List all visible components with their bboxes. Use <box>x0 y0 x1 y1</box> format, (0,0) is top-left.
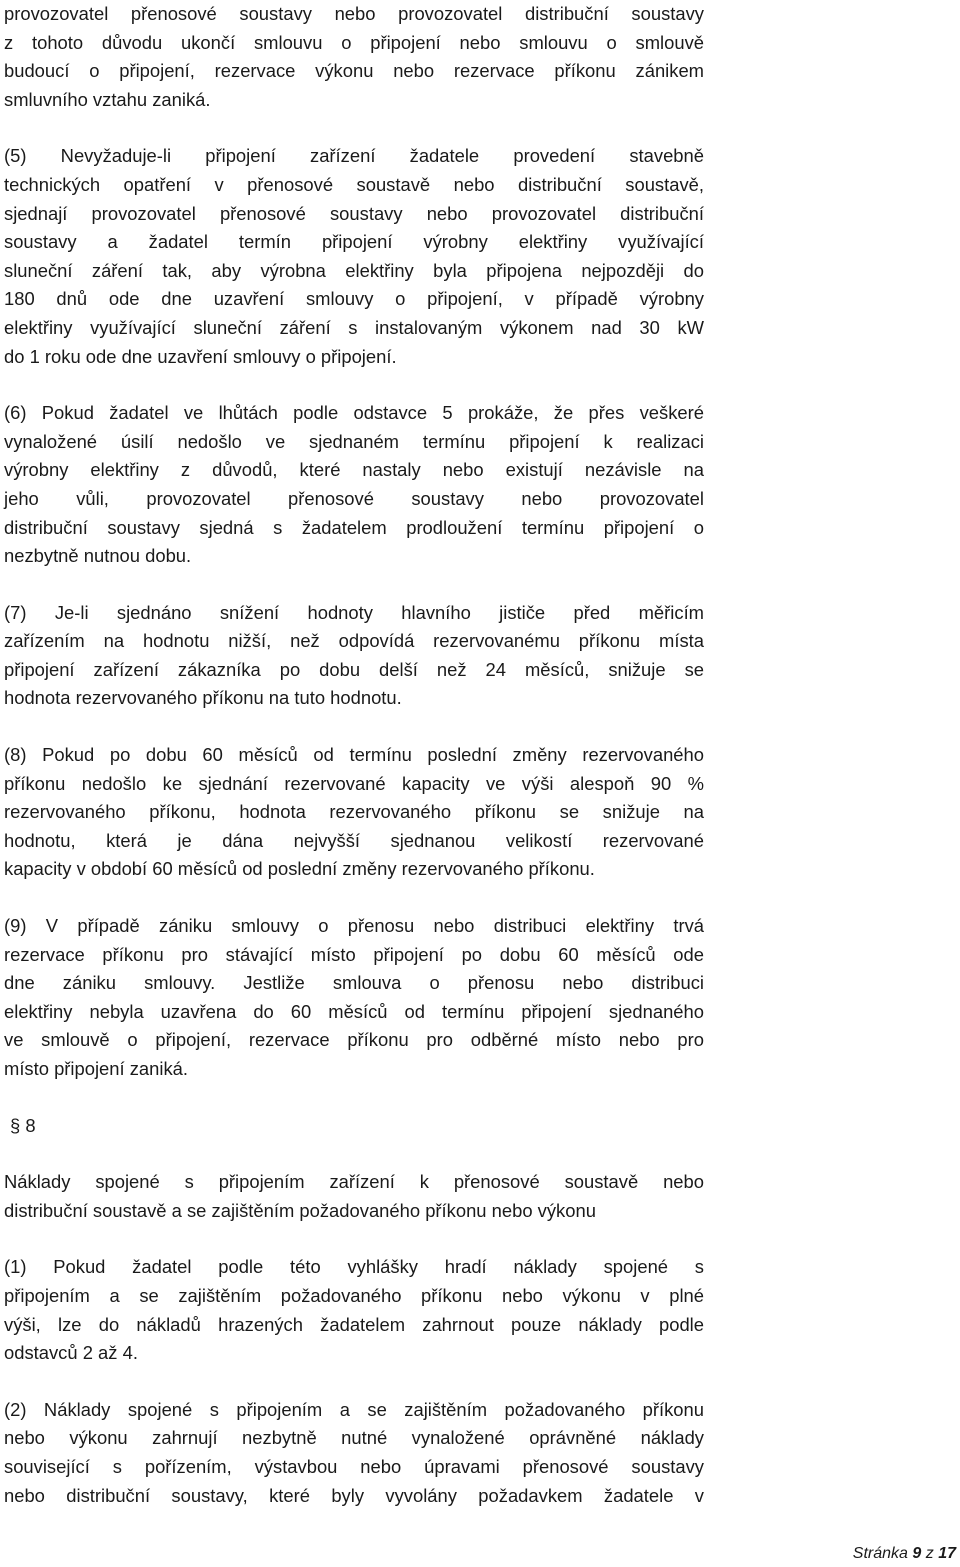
text-line: (2) Náklady spojené s připojením a se zajištěním požadovaného příkonu <box>4 1398 704 1420</box>
text-line: technických opatření v přenosové soustavě nebo distribuční soustavě, <box>4 173 704 195</box>
text-line: distribuční soustavy sjedná s žadatelem prodloužení termínu připojení o <box>4 516 704 538</box>
text-line: příkonu nedošlo ke sjednání rezervované kapacity ve výši alespoň 90 % <box>4 772 704 794</box>
text-line: odstavců 2 až 4. <box>4 1342 138 1364</box>
text-line: místo připojení zaniká. <box>4 1058 188 1079</box>
text-line: připojení zařízení zákazníka po dobu delší než 24 měsíců, snižuje se <box>4 658 704 680</box>
text-line: z tohoto důvodu ukončí smlouvu o připojení nebo smlouvu o smlouvě <box>4 31 704 53</box>
text-line: rezervovaného příkonu, hodnota rezervovaného příkonu se snižuje na <box>4 801 704 823</box>
text-line: Náklady spojené s připojením zařízení k přenosové soustavě nebo <box>4 1171 704 1193</box>
text-line: související s pořízením, výstavbou nebo úpravami přenosové soustavy <box>4 1455 704 1477</box>
footer-prefix: Stránka <box>852 1545 908 1562</box>
text-line: ve smlouvě o připojení, rezervace příkonu pro odběrné místo nebo pro <box>4 1029 704 1051</box>
text-line: (7) Je-li sjednáno snížení hodnoty hlavního jističe před měřicím <box>4 601 704 623</box>
text-line: připojením a se zajištěním požadovaného příkonu nebo výkonu v plné <box>4 1284 704 1306</box>
document-body <box>4 0 704 1510</box>
page-footer <box>853 1545 956 1563</box>
section-8-paragraph-2 <box>4 1396 704 1510</box>
section-8-paragraph-1 <box>4 1253 704 1367</box>
text-line: jeho vůli, provozovatel přenosové soustavy nebo provozovatel <box>4 487 704 509</box>
text-line: hodnotu, která je dána nejvyšší sjednanou velikostí rezervované <box>4 829 704 851</box>
footer-page-total: 17 <box>938 1545 956 1562</box>
text-line: výši, lze do nákladů hrazených žadatelem zahrnout pouze náklady podle <box>4 1313 704 1335</box>
text-line: nebo výkonu zahrnují nezbytně nutné vynaložené oprávněné náklady <box>4 1427 704 1449</box>
text-line: elektřiny nebyla uzavřena do 60 měsíců od termínu připojení sjednaného <box>4 1000 704 1022</box>
paragraph-5 <box>4 142 704 371</box>
text-line: výrobny elektřiny z důvodů, které nastaly nebo existují nezávisle na <box>4 459 704 481</box>
paragraph-6 <box>4 399 704 571</box>
paragraph-9 <box>4 912 704 1084</box>
section-heading: § 8 <box>10 1114 36 1136</box>
text-line: soustavy a žadatel termín připojení výrobny elektřiny využívající <box>4 231 704 253</box>
text-line: sjednají provozovatel přenosové soustavy nebo provozovatel distribuční <box>4 202 704 224</box>
section-intro <box>4 1168 704 1225</box>
text-line: vynaložené úsilí nedošlo ve sjednaném termínu připojení k realizaci <box>4 430 704 452</box>
paragraph-continuation <box>4 0 704 114</box>
text-line: nezbytně nutnou dobu. <box>4 545 192 567</box>
footer-page-number: 9 <box>912 1545 922 1562</box>
text-line: (5) Nevyžaduje-li připojení zařízení žadatele provedení stavebně <box>4 145 704 167</box>
text-line: nebo distribuční soustavy, které byly vyvolány požadavkem žadatele v <box>4 1484 704 1506</box>
text-line: (9) V případě zániku smlouvy o přenosu nebo distribuci elektřiny trvá <box>4 915 704 937</box>
text-line: distribuční soustavě a se zajištěním požadovaného příkonu nebo výkonu <box>4 1199 596 1221</box>
text-line: rezervace příkonu pro stávající místo připojení po dobu 60 měsíců ode <box>4 943 704 965</box>
text-line: (8) Pokud po dobu 60 měsíců od termínu poslední změny rezervovaného <box>4 744 704 766</box>
text-line: smluvního vztahu zaniká. <box>4 88 211 110</box>
text-line: provozovatel přenosové soustavy nebo provozovatel distribuční soustavy <box>4 3 704 24</box>
paragraph-8 <box>4 741 704 884</box>
text-line: dne zániku smlouvy. Jestliže smlouva o přenosu nebo distribuci <box>4 972 704 994</box>
text-line: kapacity v období 60 měsíců od poslední změny rezervovaného příkonu. <box>4 858 595 880</box>
text-line: hodnota rezervovaného příkonu na tuto hodnotu. <box>4 687 402 709</box>
text-line: (6) Pokud žadatel ve lhůtách podle odstavce 5 prokáže, že přes veškeré <box>4 402 704 424</box>
text-line: (1) Pokud žadatel podle této vyhlášky hradí náklady spojené s <box>4 1256 704 1278</box>
paragraph-7 <box>4 599 704 713</box>
text-line: budoucí o připojení, rezervace výkonu nebo rezervace příkonu zánikem <box>4 60 704 82</box>
text-line: sluneční záření tak, aby výrobna elektřiny byla připojena nejpozději do <box>4 259 704 281</box>
footer-of: z <box>925 1545 934 1562</box>
text-line: 180 dnů ode dne uzavření smlouvy o připojení, v případě výrobny <box>4 288 704 310</box>
text-line: zařízením na hodnotu nižší, než odpovídá rezervovanému příkonu místa <box>4 630 704 652</box>
text-line: do 1 roku ode dne uzavření smlouvy o připojení. <box>4 345 397 367</box>
text-line: elektřiny využívající sluneční záření s instalovaným výkonem nad 30 kW <box>4 316 704 338</box>
